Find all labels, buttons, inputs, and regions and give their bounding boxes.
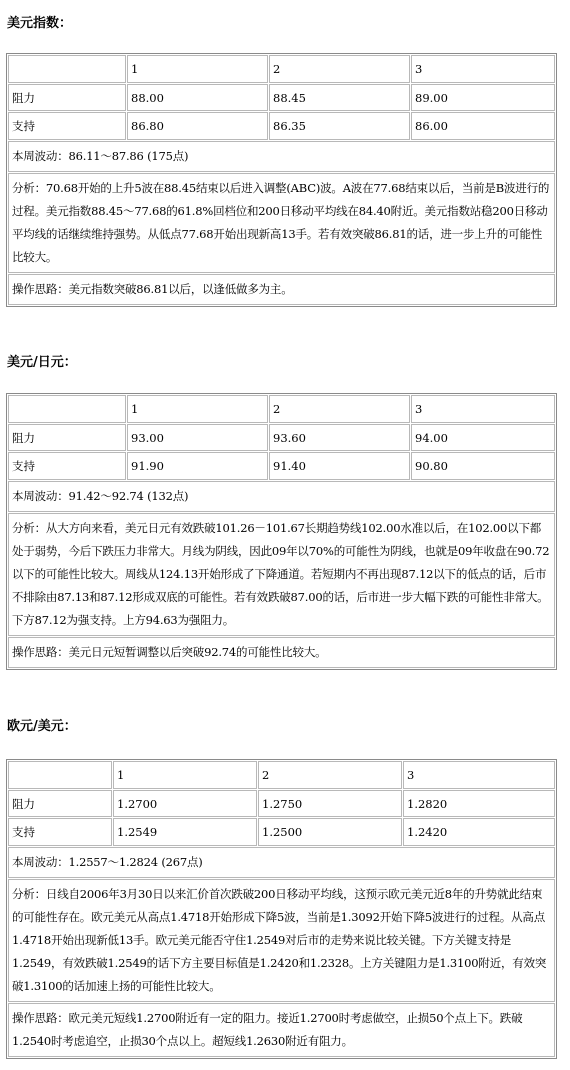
- value-cell: 1.2750: [258, 790, 402, 817]
- support-row: [8, 452, 555, 480]
- strategy-text: 操作思路：美元日元短暂调整以后突破92.74的可能性比较大。: [8, 637, 555, 668]
- header-row: [8, 395, 555, 423]
- analysis-text: 分析：日线自2006年3月30日以来汇价首次跌破200日移动平均线，这预示欧元美元近8年的升势就此结束的可能性存在。欧元美元从高点1.4718开始形成下降5波，当前是1.3092开始下降5波进行的过程。从高点1.4718开始出现新低13手。欧元美元能否守住1.2549对后市的走势来说比较关键。下方关键支持是1.2549，有效跌破1.2549的话下方主要目标值是1.2420和1.2328。上方关键阻力是1.3100附近，有效突破1.3100的话加速上扬的可能性比较大。: [8, 879, 555, 1002]
- value-cell: 93.00: [127, 424, 268, 451]
- support-row: [8, 112, 555, 140]
- analysis-row: [8, 879, 555, 1002]
- value-cell: 1.2549: [113, 818, 257, 846]
- strategy-text: 操作思路：欧元美元短线1.2700附近有一定的阻力。接近1.2700时考虑做空，止损50个点上下。跌破1.2540时考虑追空，止损30个点以上。超短线1.2630附近有阻力。: [8, 1003, 555, 1057]
- range-row: [8, 141, 555, 172]
- header-cell: 3: [411, 55, 555, 83]
- value-cell: 89.00: [411, 84, 555, 111]
- strategy-text: 操作思路：美元指数突破86.81以后，以逢低做多为主。: [8, 274, 555, 305]
- header-cell: 3: [411, 395, 555, 423]
- value-cell: 91.40: [269, 452, 410, 480]
- weekly-range: 本周波动：1.2557～1.2824 (267点): [8, 847, 555, 878]
- value-cell: 91.90: [127, 452, 268, 480]
- value-cell: 86.35: [269, 112, 410, 140]
- value-cell: 88.00: [127, 84, 268, 111]
- header-row: [8, 55, 555, 83]
- value-cell: 94.00: [411, 424, 555, 451]
- range-row: [8, 481, 555, 512]
- header-cell-empty: [8, 395, 126, 423]
- analysis-row: [8, 173, 555, 273]
- header-cell: 2: [269, 395, 410, 423]
- value-cell: 1.2500: [258, 818, 402, 846]
- header-cell: 2: [258, 761, 402, 789]
- range-row: [8, 847, 555, 878]
- value-cell: 86.00: [411, 112, 555, 140]
- header-cell-empty: [8, 55, 126, 83]
- analysis-text: 分析：70.68开始的上升5波在88.45结束以后进入调整(ABC)波。A波在77.68结束以后，当前是B波进行的过程。美元指数88.45～77.68的61.8%回档位和200日移动平均线在84.40附近。美元指数站稳200日移动平均线的话继续维持强势。从低点77.68开始出现新高13手。若有效突破86.81的话，进一步上升的可能性比较大。: [8, 173, 555, 273]
- row-label: 阻力: [8, 84, 126, 111]
- header-row: [8, 761, 555, 789]
- row-label: 支持: [8, 818, 112, 846]
- row-label: 阻力: [8, 790, 112, 817]
- data-table: [6, 393, 557, 670]
- value-cell: 86.80: [127, 112, 268, 140]
- data-table: [6, 759, 557, 1059]
- resistance-row: [8, 790, 555, 817]
- header-cell: 1: [127, 55, 268, 83]
- row-label: 阻力: [8, 424, 126, 451]
- header-cell: 1: [127, 395, 268, 423]
- support-row: [8, 818, 555, 846]
- header-cell: 2: [269, 55, 410, 83]
- analysis-row: [8, 513, 555, 636]
- section-title: 美元/日元：: [7, 355, 77, 370]
- weekly-range: 本周波动：91.42～92.74 (132点): [8, 481, 555, 512]
- strategy-row: [8, 1003, 555, 1057]
- value-cell: 1.2820: [403, 790, 555, 817]
- section-title: 美元指数：: [7, 16, 73, 31]
- value-cell: 93.60: [269, 424, 410, 451]
- value-cell: 1.2700: [113, 790, 257, 817]
- data-table: [6, 53, 557, 307]
- header-cell-empty: [8, 761, 112, 789]
- header-cell: 1: [113, 761, 257, 789]
- weekly-range: 本周波动：86.11～87.86 (175点): [8, 141, 555, 172]
- section-title: 欧元/美元：: [7, 719, 77, 734]
- row-label: 支持: [8, 452, 126, 480]
- resistance-row: [8, 84, 555, 111]
- value-cell: 90.80: [411, 452, 555, 480]
- value-cell: 88.45: [269, 84, 410, 111]
- header-cell: 3: [403, 761, 555, 789]
- row-label: 支持: [8, 112, 126, 140]
- strategy-row: [8, 274, 555, 305]
- strategy-row: [8, 637, 555, 668]
- analysis-text: 分析：从大方向来看，美元日元有效跌破101.26－101.67长期趋势线102.00水准以后，在102.00以下都处于弱势，今后下跌压力非常大。月线为阴线，因此09年以70%的可能性为阴线，也就是09年收盘在90.72以下的可能性比较大。周线从124.13开始形成了下降通道。若短期内不再出现87.12以下的低点的话，后市不排除由87.13和87.12形成双底的可能性。若有效跌破87.00的话，后市进一步大幅下跌的可能性非常大。下方87.12为强支持。上方94.63为强阻力。: [8, 513, 555, 636]
- resistance-row: [8, 424, 555, 451]
- value-cell: 1.2420: [403, 818, 555, 846]
